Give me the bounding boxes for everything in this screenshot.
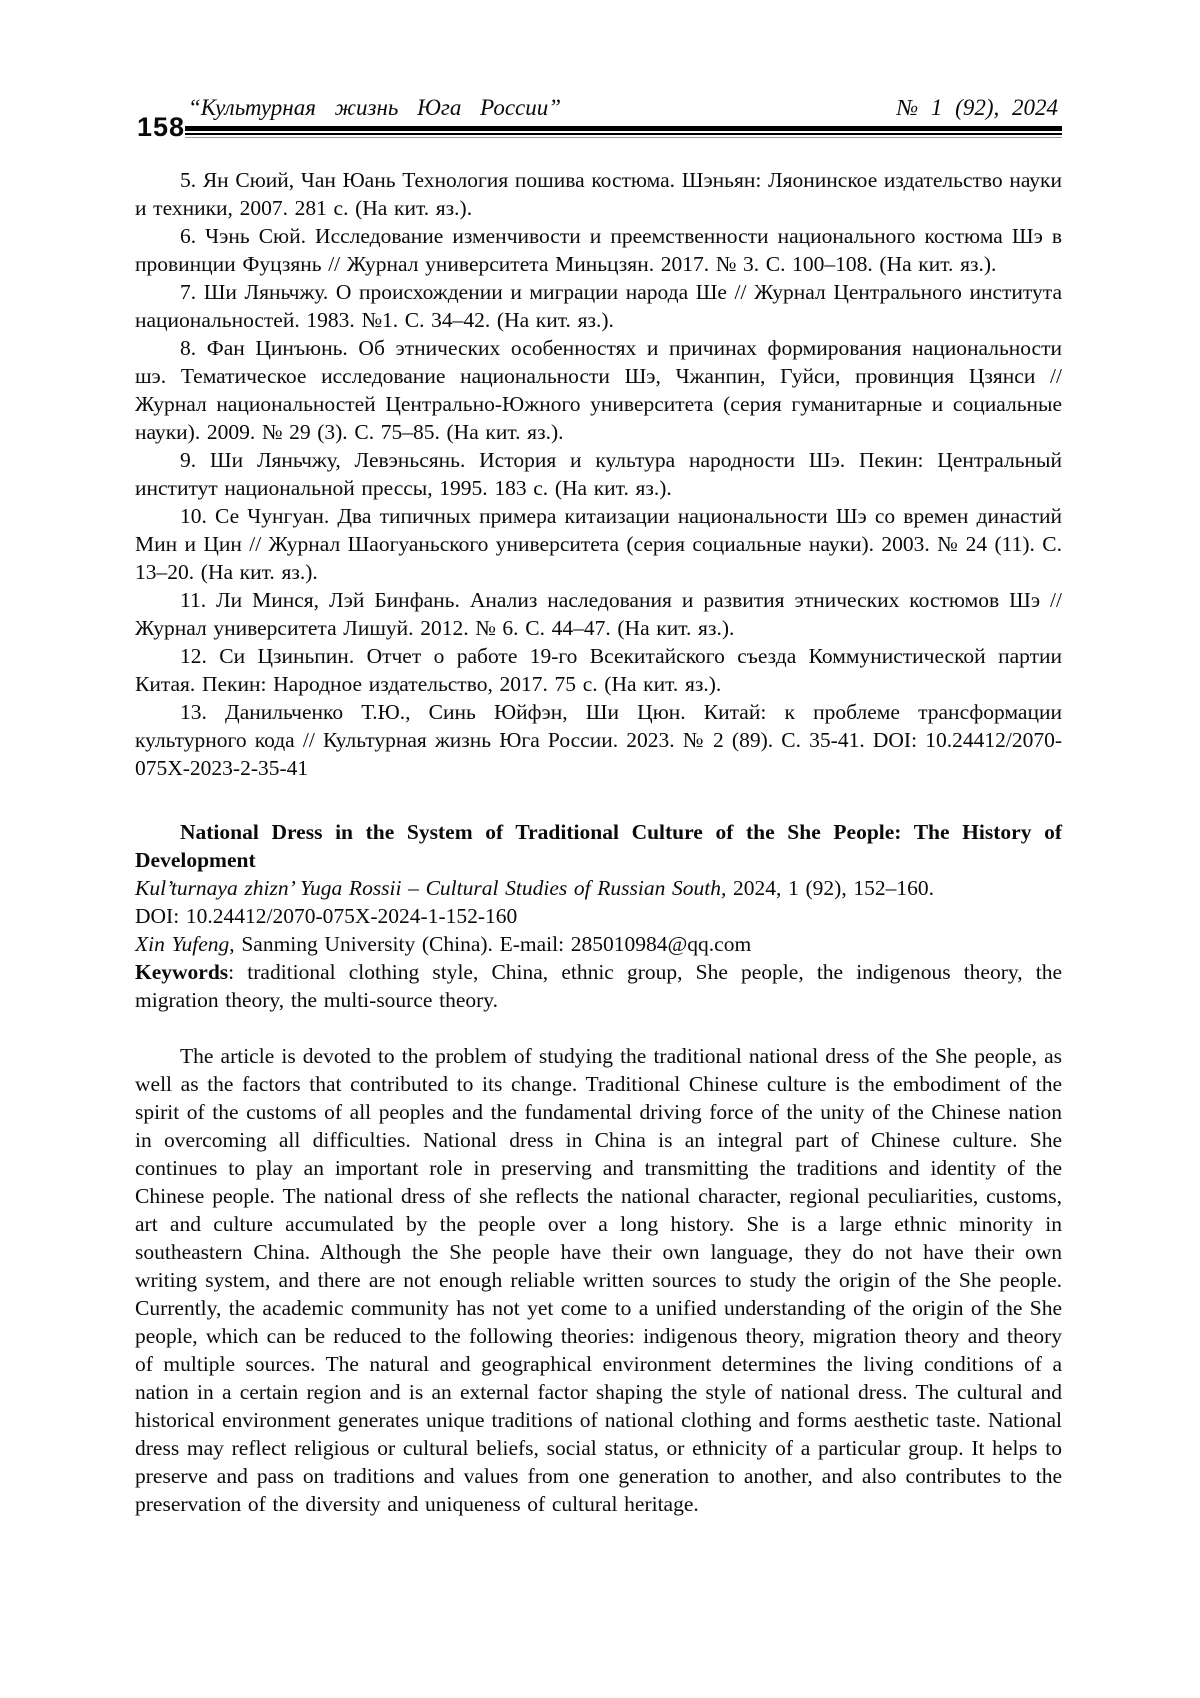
reference-10: 10. Се Чунгуан. Два типичных примера китаизации национальности Шэ со времен династий Мин и Цин // Журнал Шаогуаньского университета (серия социальные науки). 2003. № 24 (11). С. 13–20. (На кит. яз.). xyxy=(135,504,1062,584)
journal-citation-line xyxy=(135,874,1062,902)
english-metadata-block xyxy=(135,818,1062,1014)
reference-13: 13. Данильченко Т.Ю., Синь Юйфэн, Ши Цюн. Китай: к проблеме трансформации культурного кода // Культурная жизнь Юга России. 2023. № 2 (89). С. 35-41. DOI: 10.24412/2070-075X-2023-2-35-41 xyxy=(135,700,1062,780)
header-rule-thin xyxy=(185,133,1062,135)
author-affiliation: , Sanming University (China). E-mail: 285010984@qq.com xyxy=(229,932,752,956)
header-rule xyxy=(185,126,1062,138)
article-title-english: National Dress in the System of Traditional Culture of the She People: The History of Development xyxy=(135,820,1062,872)
abstract-paragraph: The article is devoted to the problem of studying the traditional national dress of the She people, as well as the factors that contributed to its change. Traditional Chinese culture is the embodiment of the spirit of the customs of all peoples and the fundamental driving force of the unity of the Chinese nation in overcoming all difficulties. National dress in China is an integral part of Chinese culture. She continues to play an important role in preserving and transmitting the traditions and identity of the Chinese people. The national dress of she reflects the national character, regional peculiarities, customs, art and culture accumulated by the people over a long history. She is a large ethnic minority in southeastern China. Although the She people have their own language, they do not have their own writing system, and there are not enough reliable written sources to study the origin of the She people. Currently, the academic community has not yet come to a unified understanding of the origin of the She people, which can be reduced to the following theories: indigenous theory, migration theory and theory of multiple sources. The natural and geographical environment determines the living conditions of a nation in a certain region and is an external factor shaping the style of national dress. The cultural and historical environment generates unique traditions of national clothing and forms aesthetic taste. National dress may reflect religious or cultural beliefs, social status, or ethnicity of a particular group. It helps to preserve and pass on traditions and values from one generation to another, and also contributes to the preservation of the diversity and uniqueness of cultural heritage. xyxy=(135,1044,1062,1516)
running-head xyxy=(135,95,1062,142)
abstract-section xyxy=(135,1042,1062,1518)
reference-12: 12. Си Цзиньпин. Отчет о работе 19-го Всекитайского съезда Коммунистической партии Китая. Пекин: Народное издательство, 2017. 75 с. (На кит. яз.). xyxy=(135,644,1062,696)
issue-number: № 1 (92), 2024 xyxy=(896,95,1058,120)
reference-5: 5. Ян Сюий, Чан Юань Технология пошива костюма. Шэньян: Ляонинское издательство науки и техники, 2007. 281 с. (На кит. яз.). xyxy=(135,168,1062,220)
reference-6: 6. Чэнь Сюй. Исследование изменчивости и преемственности национального костюма Шэ в провинции Фуцзянь // Журнал университета Миньцзян. 2017. № 3. С. 100–108. (На кит. яз.). xyxy=(135,224,1062,276)
journal-citation-italic: Kul’turnaya zhizn’ Yuga Rossii – Cultural Studies of Russian South, xyxy=(135,876,727,900)
references-list xyxy=(135,166,1062,782)
keywords-label: Keywords xyxy=(135,960,229,984)
page-number: 158 xyxy=(137,112,186,142)
author-line xyxy=(135,930,1062,958)
running-head-line xyxy=(135,95,1062,121)
keywords-text: : traditional clothing style, China, ethnic group, She people, the indigenous theory, the migration theory, the multi-source theory. xyxy=(135,960,1062,1012)
keywords-line xyxy=(135,958,1062,1014)
header-rule-hairline xyxy=(185,137,1062,138)
reference-7: 7. Ши Ляньчжу. О происхождении и миграции народа Ше // Журнал Центрального института национальностей. 1983. №1. С. 34–42. (На кит. яз.). xyxy=(135,280,1062,332)
reference-9: 9. Ши Ляньчжу, Левэньсянь. История и культура народности Шэ. Пекин: Центральный институт национальной прессы, 1995. 183 с. (На кит. яз.). xyxy=(135,448,1062,500)
journal-title: “Культурная жизнь Юга России” xyxy=(188,95,562,120)
doi-line: DOI: 10.24412/2070-075X-2024-1-152-160 xyxy=(135,904,518,928)
journal-citation-regular: 2024, 1 (92), 152–160. xyxy=(726,876,934,900)
header-rule-thick xyxy=(185,126,1062,131)
author-name-italic: Xin Yufeng xyxy=(135,932,230,956)
page-body xyxy=(135,166,1062,1518)
reference-11: 11. Ли Минся, Лэй Бинфань. Анализ наследования и развития этнических костюмов Шэ // Журнал университета Лишуй. 2012. № 6. С. 44–47. (На кит. яз.). xyxy=(135,588,1062,640)
reference-8: 8. Фан Цинъюнь. Об этнических особенностях и причинах формирования национальности шэ. Тематическое исследование национальности Шэ, Чжанпин, Гуйси, провинция Цзянси // Журнал национальностей Центрально-Южного университета (серия гуманитарные и социальные науки). 2009. № 29 (3). С. 75–85. (На кит. яз.). xyxy=(135,336,1062,444)
